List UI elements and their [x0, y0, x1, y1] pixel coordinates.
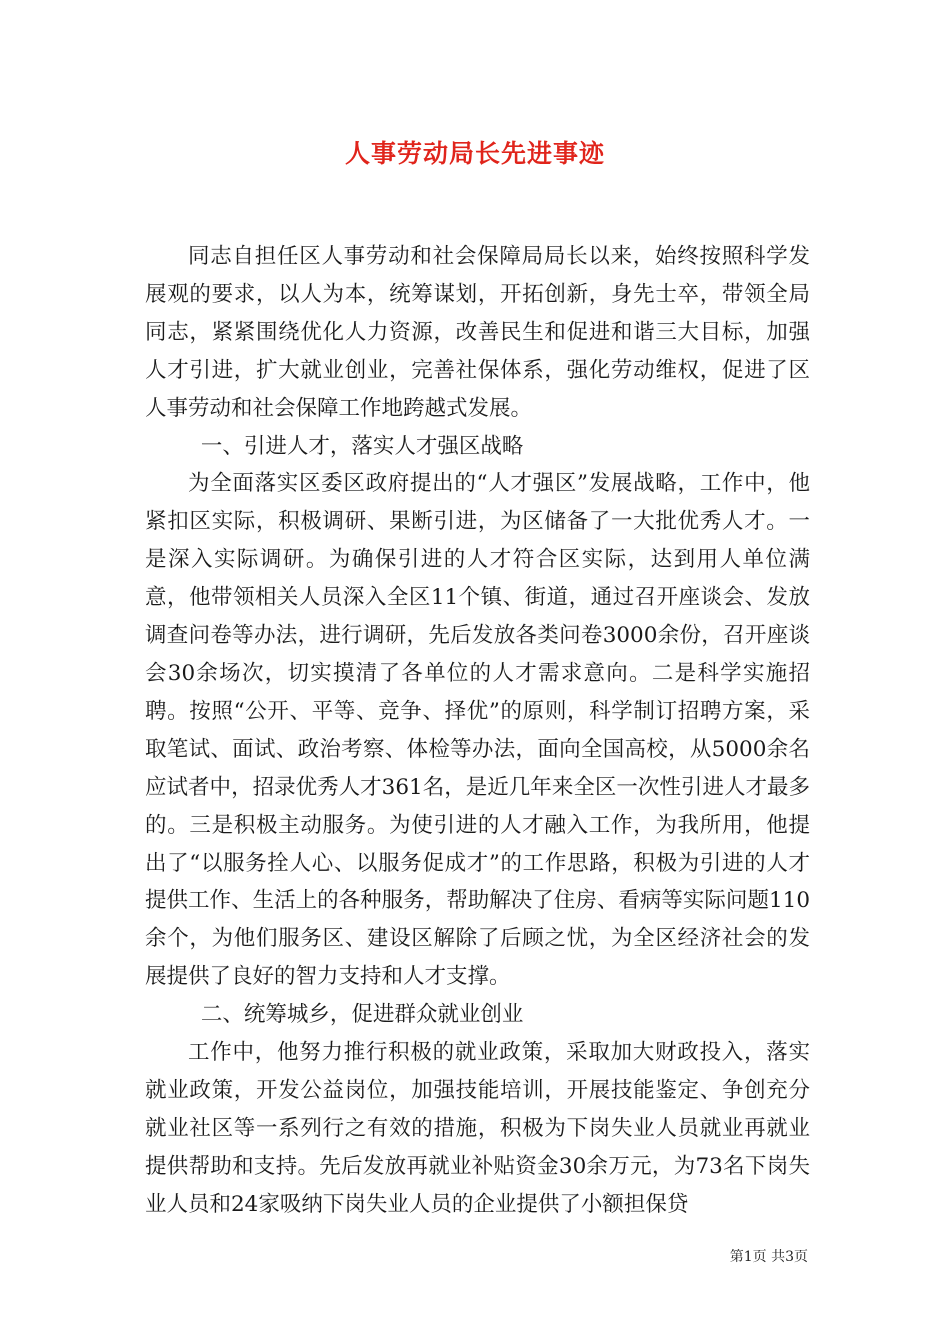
section-heading-1: 一、引进人才，落实人才强区战略 [200, 433, 524, 459]
document-body [145, 238, 810, 1224]
section-heading-2: 二、统筹城乡，促进群众就业创业 [200, 1002, 524, 1028]
paragraph-section-2: 工作中，他努力推行积极的就业政策，采取加大财政投入，落实就业政策，开发公益岗位，加强技能培训，开展技能鉴定、争创充分就业社区等一系列行之有效的措施，积极为下岗失业人员就业再就业提供帮助和支持。先后发放再就业补贴资金30余万元，为73名下岗失业人员和24家吸纳下岗失业人员的企业提供了小额担保贷 [145, 1040, 810, 1217]
paragraph-intro: 同志自担任区人事劳动和社会保障局局长以来，始终按照科学发展观的要求，以人为本，统筹谋划，开拓创新，身先士卒，带领全局同志，紧紧围绕优化人力资源，改善民生和促进和谐三大目标，加强人才引进，扩大就业创业，完善社保体系，强化劳动维权，促进了区人事劳动和社会保障工作地跨越式发展。 [145, 244, 810, 421]
page-number-footer: 第1页 共3页 [729, 1249, 808, 1265]
document-title: 人事劳动局长先进事迹 [344, 139, 605, 168]
paragraph-section-1: 为全面落实区委区政府提出的“人才强区”发展战略，工作中，他紧扣区实际，积极调研、果断引进，为区储备了一大批优秀人才。一是深入实际调研。为确保引进的人才符合区实际，达到用人单位满意，他带领相关人员深入全区11个镇、街道，通过召开座谈会、发放调查问卷等办法，进行调研，先后发放各类问卷3000余份，召开座谈会30余场次，切实摸清了各单位的人才需求意向。二是科学实施招聘。按照“公开、平等、竞争、择优”的原则，科学制订招聘方案，采取笔试、面试、政治考察、体检等办法，面向全国高校，从5000余名应试者中，招录优秀人才361名，是近几年来全区一次性引进人才最多的。三是积极主动服务。为使引进的人才融入工作，为我所用，他提出了“以服务拴人心、以服务促成才”的工作思路，积极为引进的人才提供工作、生活上的各种服务，帮助解决了住房、看病等实际问题110余个，为他们服务区、建设区解除了后顾之忧，为全区经济社会的发展提供了良好的智力支持和人才支撑。 [145, 471, 810, 990]
